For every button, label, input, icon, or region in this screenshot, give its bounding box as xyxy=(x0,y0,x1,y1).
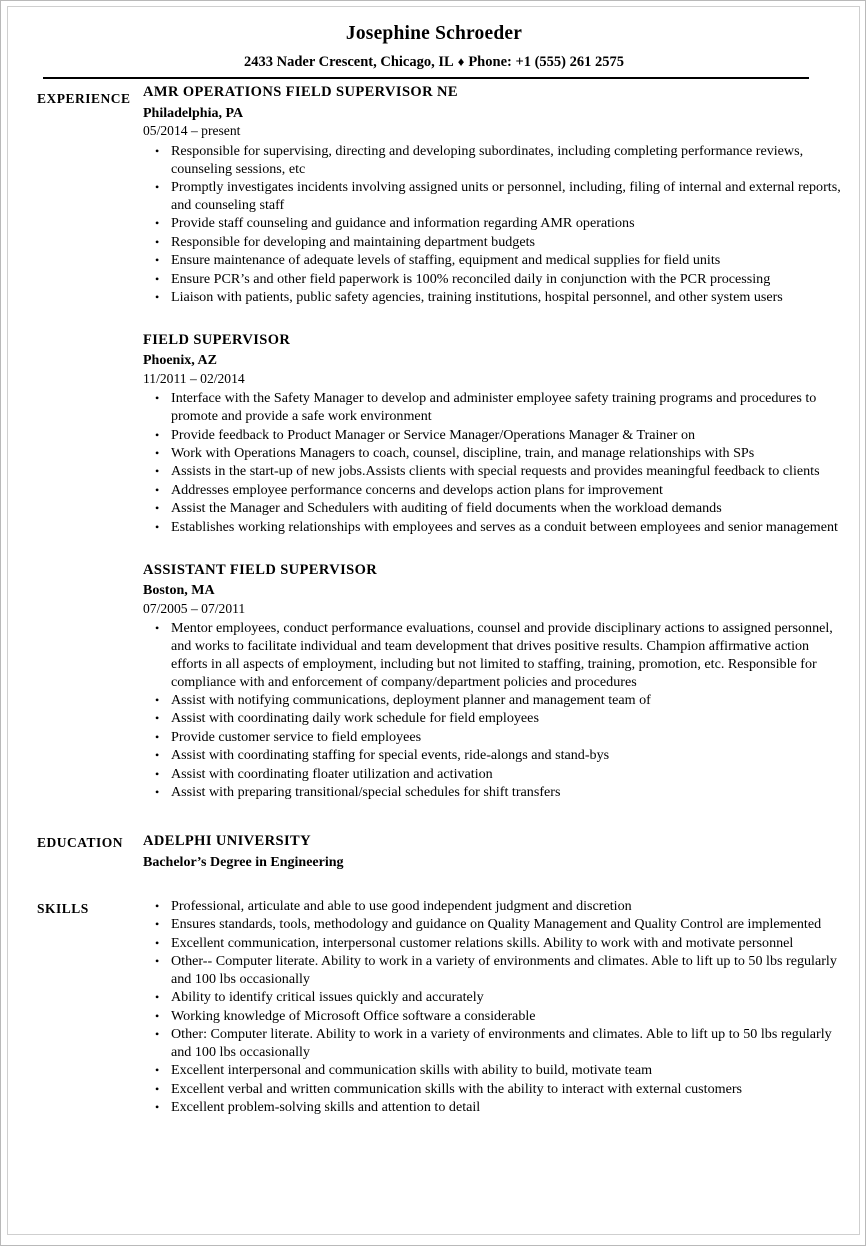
job-bullet: • Assists in the start-up of new jobs.Assists clients with special requests and provides meaningful feedback to clients xyxy=(143,463,841,481)
job-bullet: • Assist with preparing transitional/special schedules for shift transfers xyxy=(143,784,841,802)
skills-section-body xyxy=(143,898,866,1118)
job-entry xyxy=(143,331,841,537)
education-entry xyxy=(143,832,841,872)
skill-bullet: • Ensures standards, tools, methodology and guidance on Quality Management and Quality Control are implemented xyxy=(143,916,841,934)
skill-bullet: • Excellent problem-solving skills and attention to detail xyxy=(143,1099,841,1117)
skills-bullet-list xyxy=(143,898,841,1117)
job-bullet-list xyxy=(143,620,841,802)
education-section-body xyxy=(143,832,866,872)
job-bullet: • Addresses employee performance concerns and develops action plans for improvement xyxy=(143,482,841,500)
header-divider xyxy=(43,77,809,79)
resume-header xyxy=(1,1,866,79)
experience-section-label: EXPERIENCE xyxy=(37,91,131,107)
job-bullet: • Responsible for developing and maintaining department budgets xyxy=(143,234,841,252)
job-bullet: • Liaison with patients, public safety agencies, training institutions, hospital personnel, and other system users xyxy=(143,289,841,307)
skill-bullet: • Ability to identify critical issues quickly and accurately xyxy=(143,989,841,1007)
job-dates: 07/2005 – 07/2011 xyxy=(143,600,246,616)
job-bullet: • Promptly investigates incidents involving assigned units or personnel, including, filing of internal and external reports, and counseling staff xyxy=(143,179,841,215)
job-bullet: • Establishes working relationships with employees and serves as a conduit between employees and senior management xyxy=(143,519,841,537)
job-bullet: • Assist with coordinating daily work schedule for field employees xyxy=(143,710,841,728)
job-location: Philadelphia, PA xyxy=(143,105,244,121)
job-location: Phoenix, AZ xyxy=(143,353,217,369)
job-bullet: • Provide staff counseling and guidance and information regarding AMR operations xyxy=(143,215,841,233)
experience-section xyxy=(1,83,866,806)
job-entry xyxy=(143,83,841,307)
skills-section-label: SKILLS xyxy=(37,900,89,916)
skill-bullet: • Excellent interpersonal and communication skills with ability to build, motivate team xyxy=(143,1062,841,1080)
skill-bullet: • Working knowledge of Microsoft Office software a considerable xyxy=(143,1008,841,1026)
job-bullet: • Ensure maintenance of adequate levels of staffing, equipment and medical supplies for field units xyxy=(143,252,841,270)
job-bullet: • Mentor employees, conduct performance evaluations, counsel and provide disciplinary actions to assigned personnel, and works to facilitate individual and team development that drives positive results. Champion affirmative action efforts in all aspects of employment, including but not limited to staffing, training, promotion, etc. Responsible for compliance with and enforcement of company/department policies and procedures xyxy=(143,620,841,692)
candidate-name: Josephine Schroeder xyxy=(345,23,523,44)
education-section xyxy=(1,832,866,872)
skill-bullet: • Other: Computer literate. Ability to work in a variety of environments and climates. Able to lift up to 50 lbs regularly and 100 lbs occasionally xyxy=(143,1026,841,1062)
job-bullet: • Assist the Manager and Schedulers with auditing of field documents when the workload demands xyxy=(143,500,841,518)
skill-bullet: • Professional, articulate and able to use good independent judgment and discretion xyxy=(143,898,841,916)
job-title: ASSISTANT FIELD SUPERVISOR xyxy=(143,561,378,578)
job-bullet: • Assist with coordinating floater utilization and activation xyxy=(143,766,841,784)
skill-bullet: • Other-- Computer literate. Ability to work in a variety of environments and climates. Able to lift up to 50 lbs regularly and 100 lbs occasionally xyxy=(143,953,841,989)
job-bullet: • Assist with coordinating staffing for special events, ride-alongs and stand-bys xyxy=(143,747,841,765)
job-bullet: • Provide feedback to Product Manager or Service Manager/Operations Manager & Trainer on xyxy=(143,427,841,445)
skill-bullet: • Excellent verbal and written communication skills with the ability to interact with external customers xyxy=(143,1081,841,1099)
skill-bullet: • Excellent communication, interpersonal customer relations skills. Ability to work with and motivate personnel xyxy=(143,935,841,953)
experience-section-body xyxy=(143,83,866,806)
resume-content xyxy=(1,1,866,1118)
diamond-separator-icon: ♦ xyxy=(457,54,465,70)
candidate-contact-line xyxy=(1,55,866,71)
job-bullet: • Responsible for supervising, directing and developing subordinates, including completing performance reviews, counseling sessions, etc xyxy=(143,143,841,179)
job-bullet-list xyxy=(143,390,841,536)
job-dates: 11/2011 – 02/2014 xyxy=(143,370,245,386)
education-degree: Bachelor’s Degree in Engineering xyxy=(143,854,344,870)
job-bullet: • Work with Operations Managers to coach, counsel, discipline, train, and manage relationships with SPs xyxy=(143,445,841,463)
job-bullet: • Assist with notifying communications, deployment planner and management team of xyxy=(143,692,841,710)
candidate-address: 2433 Nader Crescent, Chicago, IL xyxy=(243,54,454,71)
job-bullet: • Provide customer service to field employees xyxy=(143,729,841,747)
job-dates: 05/2014 – present xyxy=(143,123,241,139)
education-school: ADELPHI UNIVERSITY xyxy=(143,832,311,849)
job-location: Boston, MA xyxy=(143,583,215,599)
candidate-phone: Phone: +1 (555) 261 2575 xyxy=(468,54,624,71)
job-title: AMR OPERATIONS FIELD SUPERVISOR NE xyxy=(143,84,458,101)
job-bullet: • Ensure PCR’s and other field paperwork is 100% reconciled daily in conjunction with the PCR processing xyxy=(143,271,841,289)
education-section-label: EDUCATION xyxy=(37,834,124,850)
skills-section xyxy=(1,898,866,1118)
job-bullet: • Interface with the Safety Manager to develop and administer employee safety training programs and procedures to promote and provide a safe work environment xyxy=(143,390,841,426)
job-bullet-list xyxy=(143,143,841,307)
job-title: FIELD SUPERVISOR xyxy=(143,331,291,348)
job-entry xyxy=(143,561,841,802)
